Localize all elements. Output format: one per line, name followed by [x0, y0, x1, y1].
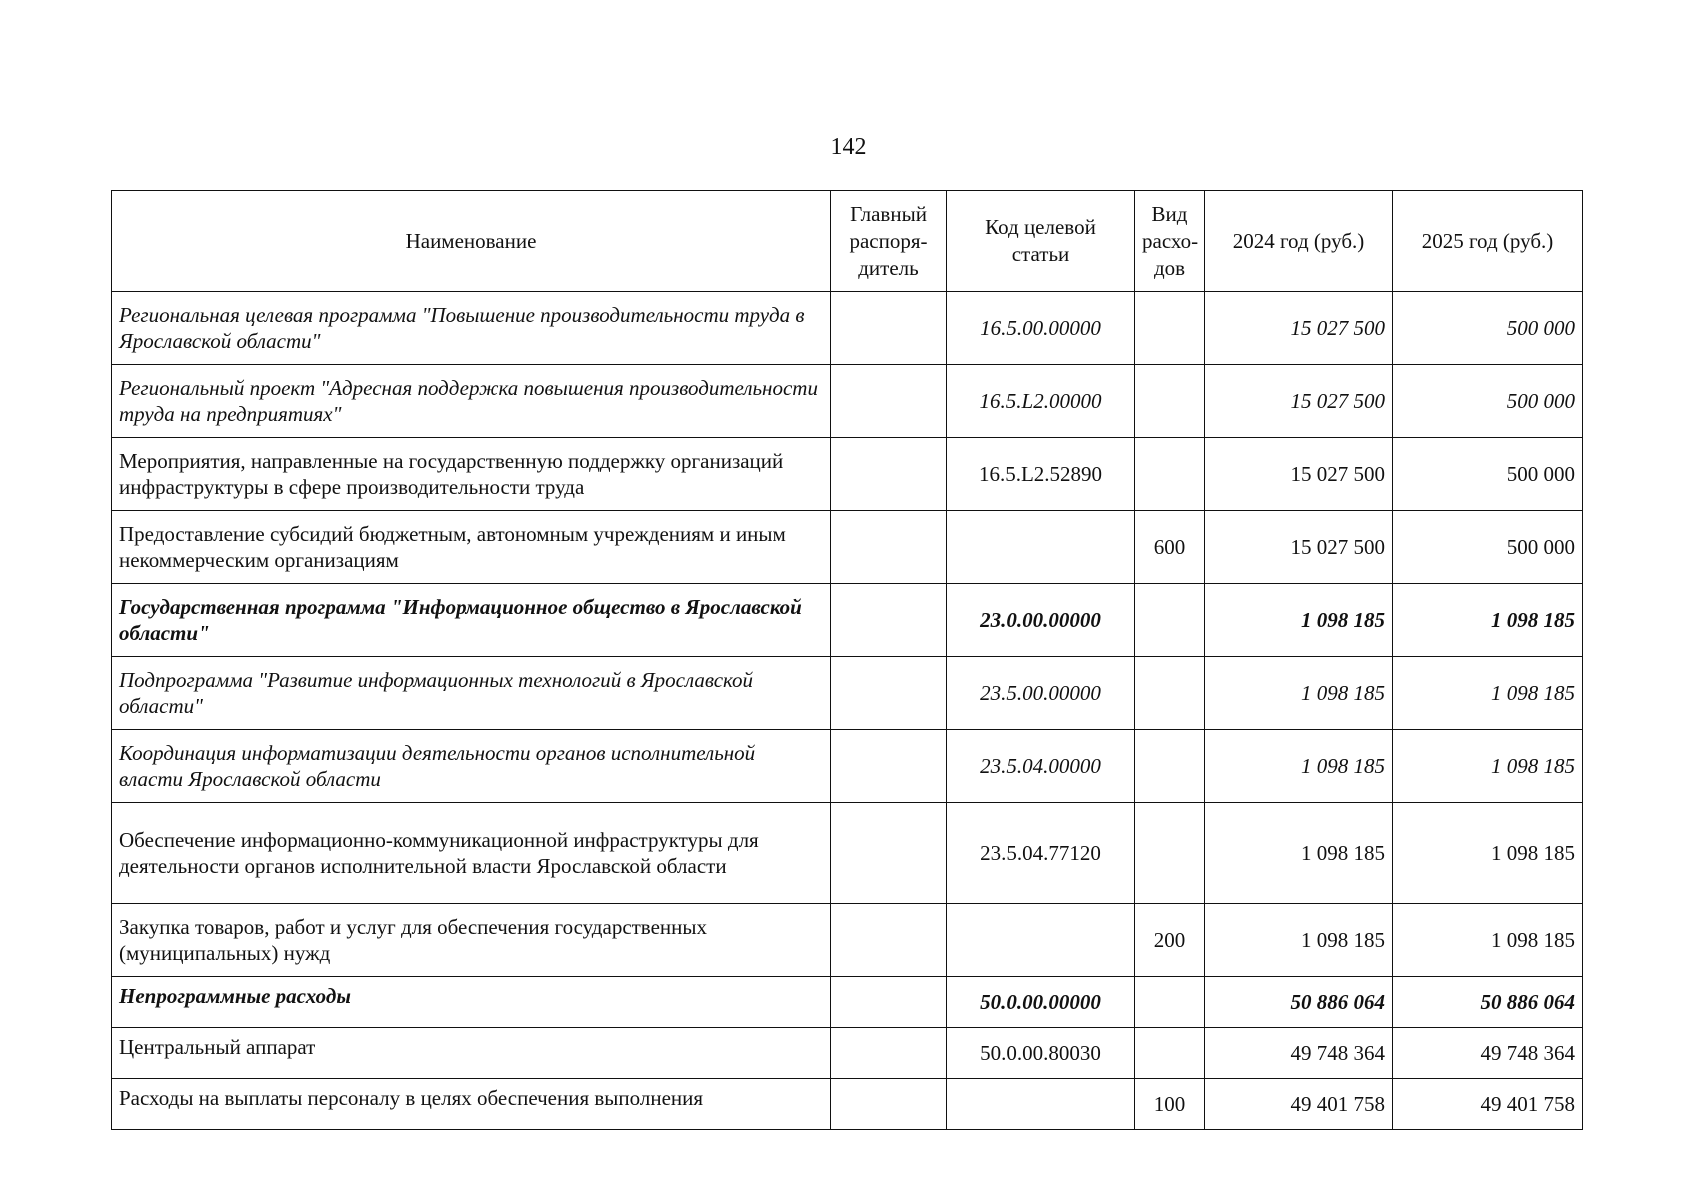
row-manager — [831, 977, 947, 1028]
row-name: Закупка товаров, работ и услуг для обеспечения государственных (муниципальных) нужд — [112, 904, 831, 977]
table-row — [112, 584, 1583, 657]
row-manager — [831, 657, 947, 730]
row-code — [947, 1079, 1135, 1130]
row-name: Региональный проект "Адресная поддержка повышения производительности труда на предприятиях" — [112, 365, 831, 438]
row-amount-2024: 1 098 185 — [1205, 803, 1393, 904]
row-code — [947, 511, 1135, 584]
page-number: 142 — [830, 134, 867, 160]
row-amount-2025: 500 000 — [1393, 511, 1583, 584]
row-kind — [1135, 365, 1205, 438]
header-name: Наименование — [112, 191, 831, 292]
header-year-2024: 2024 год (руб.) — [1205, 191, 1393, 292]
row-name: Непрограммные расходы — [112, 977, 831, 1028]
row-code: 50.0.00.00000 — [947, 977, 1135, 1028]
row-kind — [1135, 657, 1205, 730]
row-name: Центральный аппарат — [112, 1028, 831, 1079]
budget-table — [111, 190, 1583, 1130]
row-manager — [831, 1079, 947, 1130]
row-amount-2025: 1 098 185 — [1393, 803, 1583, 904]
row-manager — [831, 365, 947, 438]
row-kind — [1135, 803, 1205, 904]
row-manager — [831, 292, 947, 365]
table-row — [112, 730, 1583, 803]
row-amount-2024: 1 098 185 — [1205, 904, 1393, 977]
row-amount-2024: 15 027 500 — [1205, 438, 1393, 511]
row-code: 23.5.00.00000 — [947, 657, 1135, 730]
row-manager — [831, 803, 947, 904]
header-manager: Главный распоря-дитель — [831, 191, 947, 292]
table-row — [112, 1028, 1583, 1079]
row-kind — [1135, 292, 1205, 365]
table-row — [112, 977, 1583, 1028]
row-code: 50.0.00.80030 — [947, 1028, 1135, 1079]
row-amount-2025: 500 000 — [1393, 365, 1583, 438]
row-kind — [1135, 1028, 1205, 1079]
row-kind: 200 — [1135, 904, 1205, 977]
row-amount-2024: 49 401 758 — [1205, 1079, 1393, 1130]
row-kind: 600 — [1135, 511, 1205, 584]
row-manager — [831, 904, 947, 977]
header-kind: Вид расхо-дов — [1135, 191, 1205, 292]
row-code: 23.0.00.00000 — [947, 584, 1135, 657]
header-code: Код целевой статьи — [947, 191, 1135, 292]
table-row — [112, 438, 1583, 511]
row-manager — [831, 511, 947, 584]
row-kind — [1135, 584, 1205, 657]
table-header-row — [112, 191, 1583, 292]
row-amount-2024: 49 748 364 — [1205, 1028, 1393, 1079]
row-amount-2025: 49 401 758 — [1393, 1079, 1583, 1130]
row-amount-2024: 1 098 185 — [1205, 584, 1393, 657]
table-row — [112, 657, 1583, 730]
row-manager — [831, 730, 947, 803]
row-manager — [831, 584, 947, 657]
table-row — [112, 511, 1583, 584]
row-name: Расходы на выплаты персоналу в целях обеспечения выполнения — [112, 1079, 831, 1130]
row-amount-2024: 15 027 500 — [1205, 365, 1393, 438]
row-amount-2024: 50 886 064 — [1205, 977, 1393, 1028]
row-kind — [1135, 438, 1205, 511]
row-manager — [831, 438, 947, 511]
row-amount-2025: 1 098 185 — [1393, 904, 1583, 977]
row-kind — [1135, 977, 1205, 1028]
row-amount-2024: 15 027 500 — [1205, 292, 1393, 365]
table-row — [112, 365, 1583, 438]
row-amount-2024: 1 098 185 — [1205, 657, 1393, 730]
row-kind — [1135, 730, 1205, 803]
row-amount-2025: 1 098 185 — [1393, 657, 1583, 730]
row-amount-2025: 49 748 364 — [1393, 1028, 1583, 1079]
row-amount-2025: 500 000 — [1393, 292, 1583, 365]
table-row — [112, 292, 1583, 365]
row-code: 23.5.04.77120 — [947, 803, 1135, 904]
row-name: Обеспечение информационно-коммуникационной инфраструктуры для деятельности органов исполнительной власти Ярославской области — [112, 803, 831, 904]
row-amount-2024: 1 098 185 — [1205, 730, 1393, 803]
row-name: Подпрограмма "Развитие информационных технологий в Ярославской области" — [112, 657, 831, 730]
row-amount-2025: 1 098 185 — [1393, 584, 1583, 657]
row-kind: 100 — [1135, 1079, 1205, 1130]
row-amount-2025: 50 886 064 — [1393, 977, 1583, 1028]
row-name: Координация информатизации деятельности органов исполнительной власти Ярославской области — [112, 730, 831, 803]
row-name: Мероприятия, направленные на государственную поддержку организаций инфраструктуры в сфере производительности труда — [112, 438, 831, 511]
header-year-2025: 2025 год (руб.) — [1393, 191, 1583, 292]
table-row — [112, 1079, 1583, 1130]
row-manager — [831, 1028, 947, 1079]
row-amount-2024: 15 027 500 — [1205, 511, 1393, 584]
row-name: Региональная целевая программа "Повышение производительности труда в Ярославской области" — [112, 292, 831, 365]
row-amount-2025: 500 000 — [1393, 438, 1583, 511]
row-code: 16.5.L2.00000 — [947, 365, 1135, 438]
row-code — [947, 904, 1135, 977]
row-code: 16.5.L2.52890 — [947, 438, 1135, 511]
row-code: 16.5.00.00000 — [947, 292, 1135, 365]
row-code: 23.5.04.00000 — [947, 730, 1135, 803]
table-row — [112, 803, 1583, 904]
row-amount-2025: 1 098 185 — [1393, 730, 1583, 803]
row-name: Предоставление субсидий бюджетным, автономным учреждениям и иным некоммерческим организациям — [112, 511, 831, 584]
table-row — [112, 904, 1583, 977]
row-name: Государственная программа "Информационное общество в Ярославской области" — [112, 584, 831, 657]
